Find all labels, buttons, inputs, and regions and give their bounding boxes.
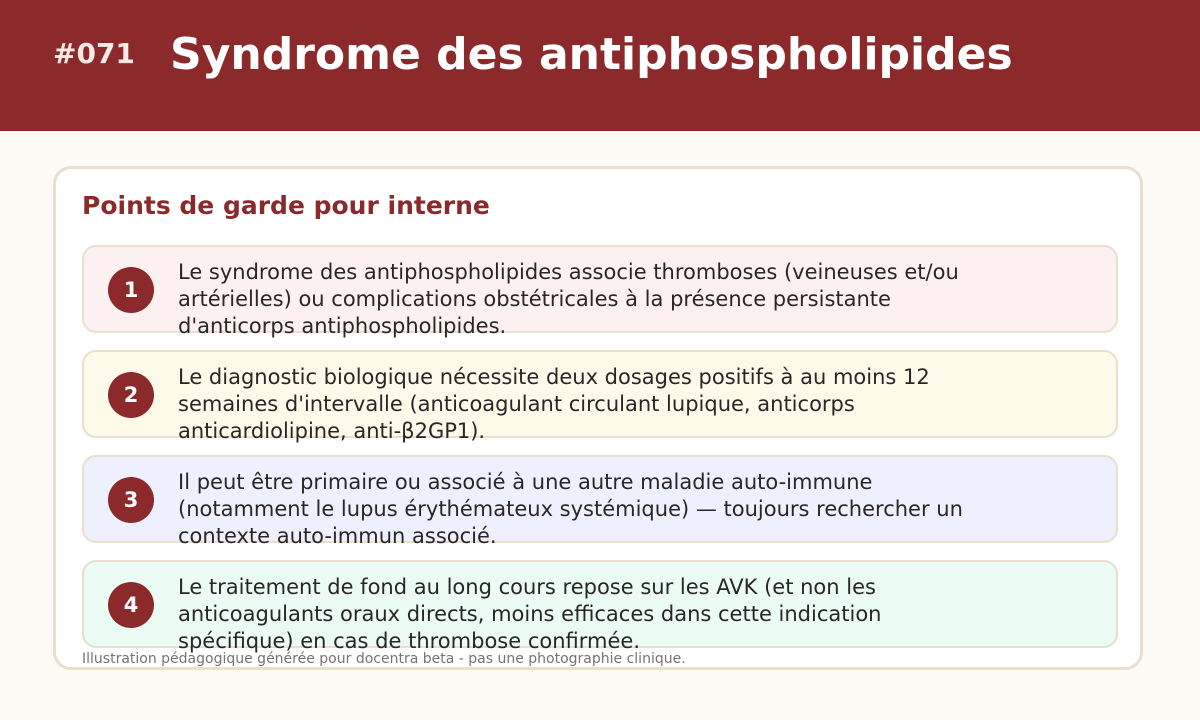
point-text-line: Le traitement de fond au long cours repose sur les AVK (et non les — [178, 575, 876, 599]
key-point-3 — [82, 455, 1118, 548]
point-text-line: Le syndrome des antiphospholipides associe thromboses (veineuses et/ou — [178, 260, 959, 284]
point-text-line: artérielles) ou complications obstétricales à la présence persistante — [178, 287, 891, 311]
point-text-line: anticardiolipine, anti-β2GP1). — [178, 419, 486, 443]
key-point-1 — [82, 245, 1118, 338]
item-number: #071 — [53, 37, 135, 70]
point-text — [178, 469, 1078, 550]
point-text — [178, 259, 1078, 340]
point-text-line: Il peut être primaire ou associé à une autre maladie auto-immune — [178, 470, 873, 494]
point-number-badge: 2 — [108, 372, 154, 418]
point-text-line: spécifique) en cas de thrombose confirmée. — [178, 629, 640, 653]
point-text-line: semaines d'intervalle (anticoagulant circulant lupique, anticorps — [178, 392, 855, 416]
point-text — [178, 364, 1078, 445]
point-text-line: contexte auto-immun associé. — [178, 524, 497, 548]
point-text-line: d'anticorps antiphospholipides. — [178, 314, 507, 338]
page-header — [0, 0, 1200, 131]
point-text — [178, 574, 1078, 655]
point-text-line: Le diagnostic biologique nécessite deux dosages positifs à au moins 12 — [178, 365, 930, 389]
point-text-line: anticoagulants oraux directs, moins efficaces dans cette indication — [178, 602, 882, 626]
point-text-line: (notamment le lupus érythémateux systémique) — toujours rechercher un — [178, 497, 963, 521]
key-point-4 — [82, 560, 1118, 653]
key-point-2 — [82, 350, 1118, 443]
point-number-badge: 4 — [108, 582, 154, 628]
point-number-badge: 3 — [108, 477, 154, 523]
page-title: Syndrome des antiphospholipides — [170, 29, 1013, 80]
card-heading: Points de garde pour interne — [82, 191, 490, 220]
point-number-badge: 1 — [108, 267, 154, 313]
footer-disclaimer: Illustration pédagogique générée pour docentra beta - pas une photographie clinique. — [82, 651, 686, 667]
